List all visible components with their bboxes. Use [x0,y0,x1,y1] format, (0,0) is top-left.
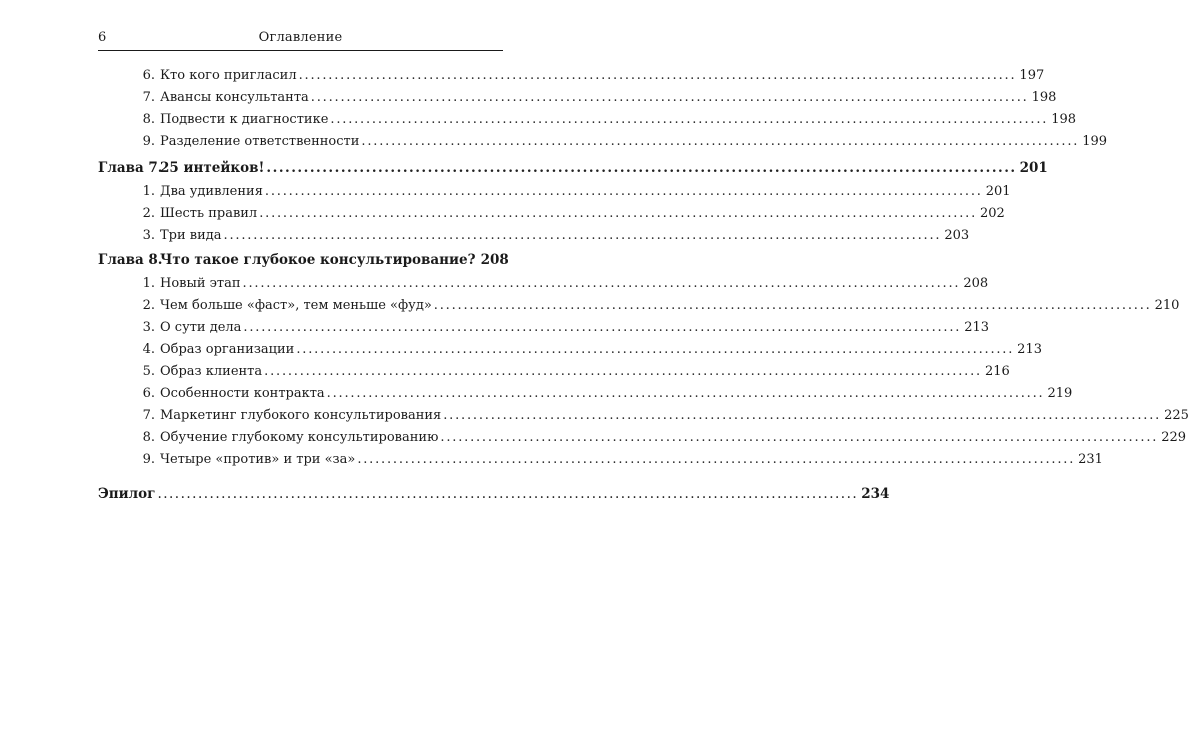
dot-leader: ......................................................................................................................... [243,320,962,335]
chapter-title: 25 интейков! [160,160,265,176]
entry-title: Новый этап [160,276,241,291]
toc-entry [98,88,1057,108]
entry-title: Шесть правил [160,206,258,221]
entry-number: 8. [142,430,155,445]
dot-leader: ......................................................................................................................... [223,228,942,243]
toc-entry [98,66,1045,86]
entry-title: Образ клиента [160,364,263,379]
entry-title: Обучение глубокому консультированию [160,430,439,445]
entry-page: 202 [980,206,1005,221]
entry-number: 4. [142,342,155,357]
page-number: 6 [98,30,107,45]
dot-leader: ......................................................................................................................... [440,430,1159,445]
entry-number: 9. [142,452,155,467]
dot-leader: ......................................................................................................................... [264,364,982,379]
entry-title: Образ организации [160,342,295,357]
entry-title: Чем больше «фаст», тем меньше «фуд» [160,298,432,313]
entry-title: Особенности контракта [160,386,325,401]
toc-chapter-7 [98,158,1048,178]
entry-page: 203 [944,228,970,243]
entry-number: 2. [142,206,155,221]
chapter-title: Что такое глубокое консультирование? [160,252,476,268]
toc-entry [98,318,990,338]
toc-entry [98,132,1108,152]
entry-page: 216 [984,364,1010,379]
entry-page: 198 [1051,112,1077,127]
dot-leader: ......................................................................................................................... [310,90,1029,105]
chapter-number: Глава 7. [98,160,163,176]
toc-entry [98,384,1073,404]
dot-leader: ......................................................................................................................... [443,408,1162,423]
toc-entry [98,340,1042,360]
entry-page: 201 [985,184,1011,199]
entry-page: 229 [1161,430,1187,445]
entry-page: 199 [1082,134,1108,149]
dot-leader: ......................................................................................................................... [242,276,961,291]
entry-title: Разделение ответственности [160,134,360,149]
entry-number: 1. [142,276,155,291]
entry-page: 210 [1154,298,1180,313]
dot-leader: ......................................................................................................................... [357,452,1076,467]
dot-leader: ......................................................................................................................... [157,486,859,502]
toc-entry [98,428,1187,448]
entry-number: 7. [142,408,155,423]
entry-page: 231 [1078,452,1103,467]
entry-page: 225 [1164,408,1189,423]
dot-leader: ......................................................................................................................... [264,184,983,199]
toc-entry [98,226,970,246]
entry-title: Два удивления [160,184,263,199]
entry-title: О сути дела [160,320,242,335]
entry-number: 6. [142,68,155,83]
entry-title: Подвести к диагностике [160,112,329,127]
entry-number: 7. [142,90,155,105]
dot-leader: ......................................................................................................................... [433,298,1152,313]
entry-number: 2. [142,298,155,313]
dot-leader: ......................................................................................................................... [326,386,1045,401]
header-rule [98,50,503,51]
dot-leader: ......................................................................................................................... [296,342,1015,357]
entry-number: 6. [142,386,155,401]
toc-chapter-8 [98,250,509,270]
toc-epilogue [98,484,890,504]
entry-title: Маркетинг глубокого консультирования [160,408,442,423]
header-title: Оглавление [258,30,343,45]
toc-entry [98,406,1189,426]
entry-page: 197 [1019,68,1045,83]
entry-number: 9. [142,134,155,149]
entry-title: Авансы консультанта [160,90,309,105]
dot-leader: ......................................................................................................................... [259,206,978,221]
entry-page: 208 [963,276,989,291]
entry-page: 213 [1017,342,1042,357]
entry-number: 3. [142,320,155,335]
entry-title: Три вида [160,228,222,243]
toc-entry [98,362,1010,382]
entry-number: 8. [142,112,155,127]
entry-number: 1. [142,184,155,199]
entry-number: 5. [142,364,155,379]
entry-page: 219 [1047,386,1073,401]
epilogue-title: Эпилог [98,486,156,502]
dot-leader: ......................................................................................................................... [266,160,1017,176]
toc-entry [98,204,1005,224]
toc-entry [98,296,1180,316]
dot-leader: ......................................................................................................................... [330,112,1049,127]
entry-title: Четыре «против» и три «за» [160,452,356,467]
chapter-page: 208 [480,252,509,268]
toc-entry [98,450,1103,470]
running-head [98,30,503,50]
epilogue-page: 234 [861,486,890,502]
toc-entry [98,182,1011,202]
toc-entry [98,274,989,294]
entry-number: 3. [142,228,155,243]
entry-page: 198 [1031,90,1057,105]
toc-entry [98,110,1077,130]
chapter-number: Глава 8. [98,252,163,268]
entry-page: 213 [964,320,990,335]
dot-leader: ......................................................................................................................... [298,68,1017,83]
chapter-page: 201 [1019,160,1048,176]
dot-leader: ......................................................................................................................... [361,134,1080,149]
entry-title: Кто кого пригласил [160,68,297,83]
